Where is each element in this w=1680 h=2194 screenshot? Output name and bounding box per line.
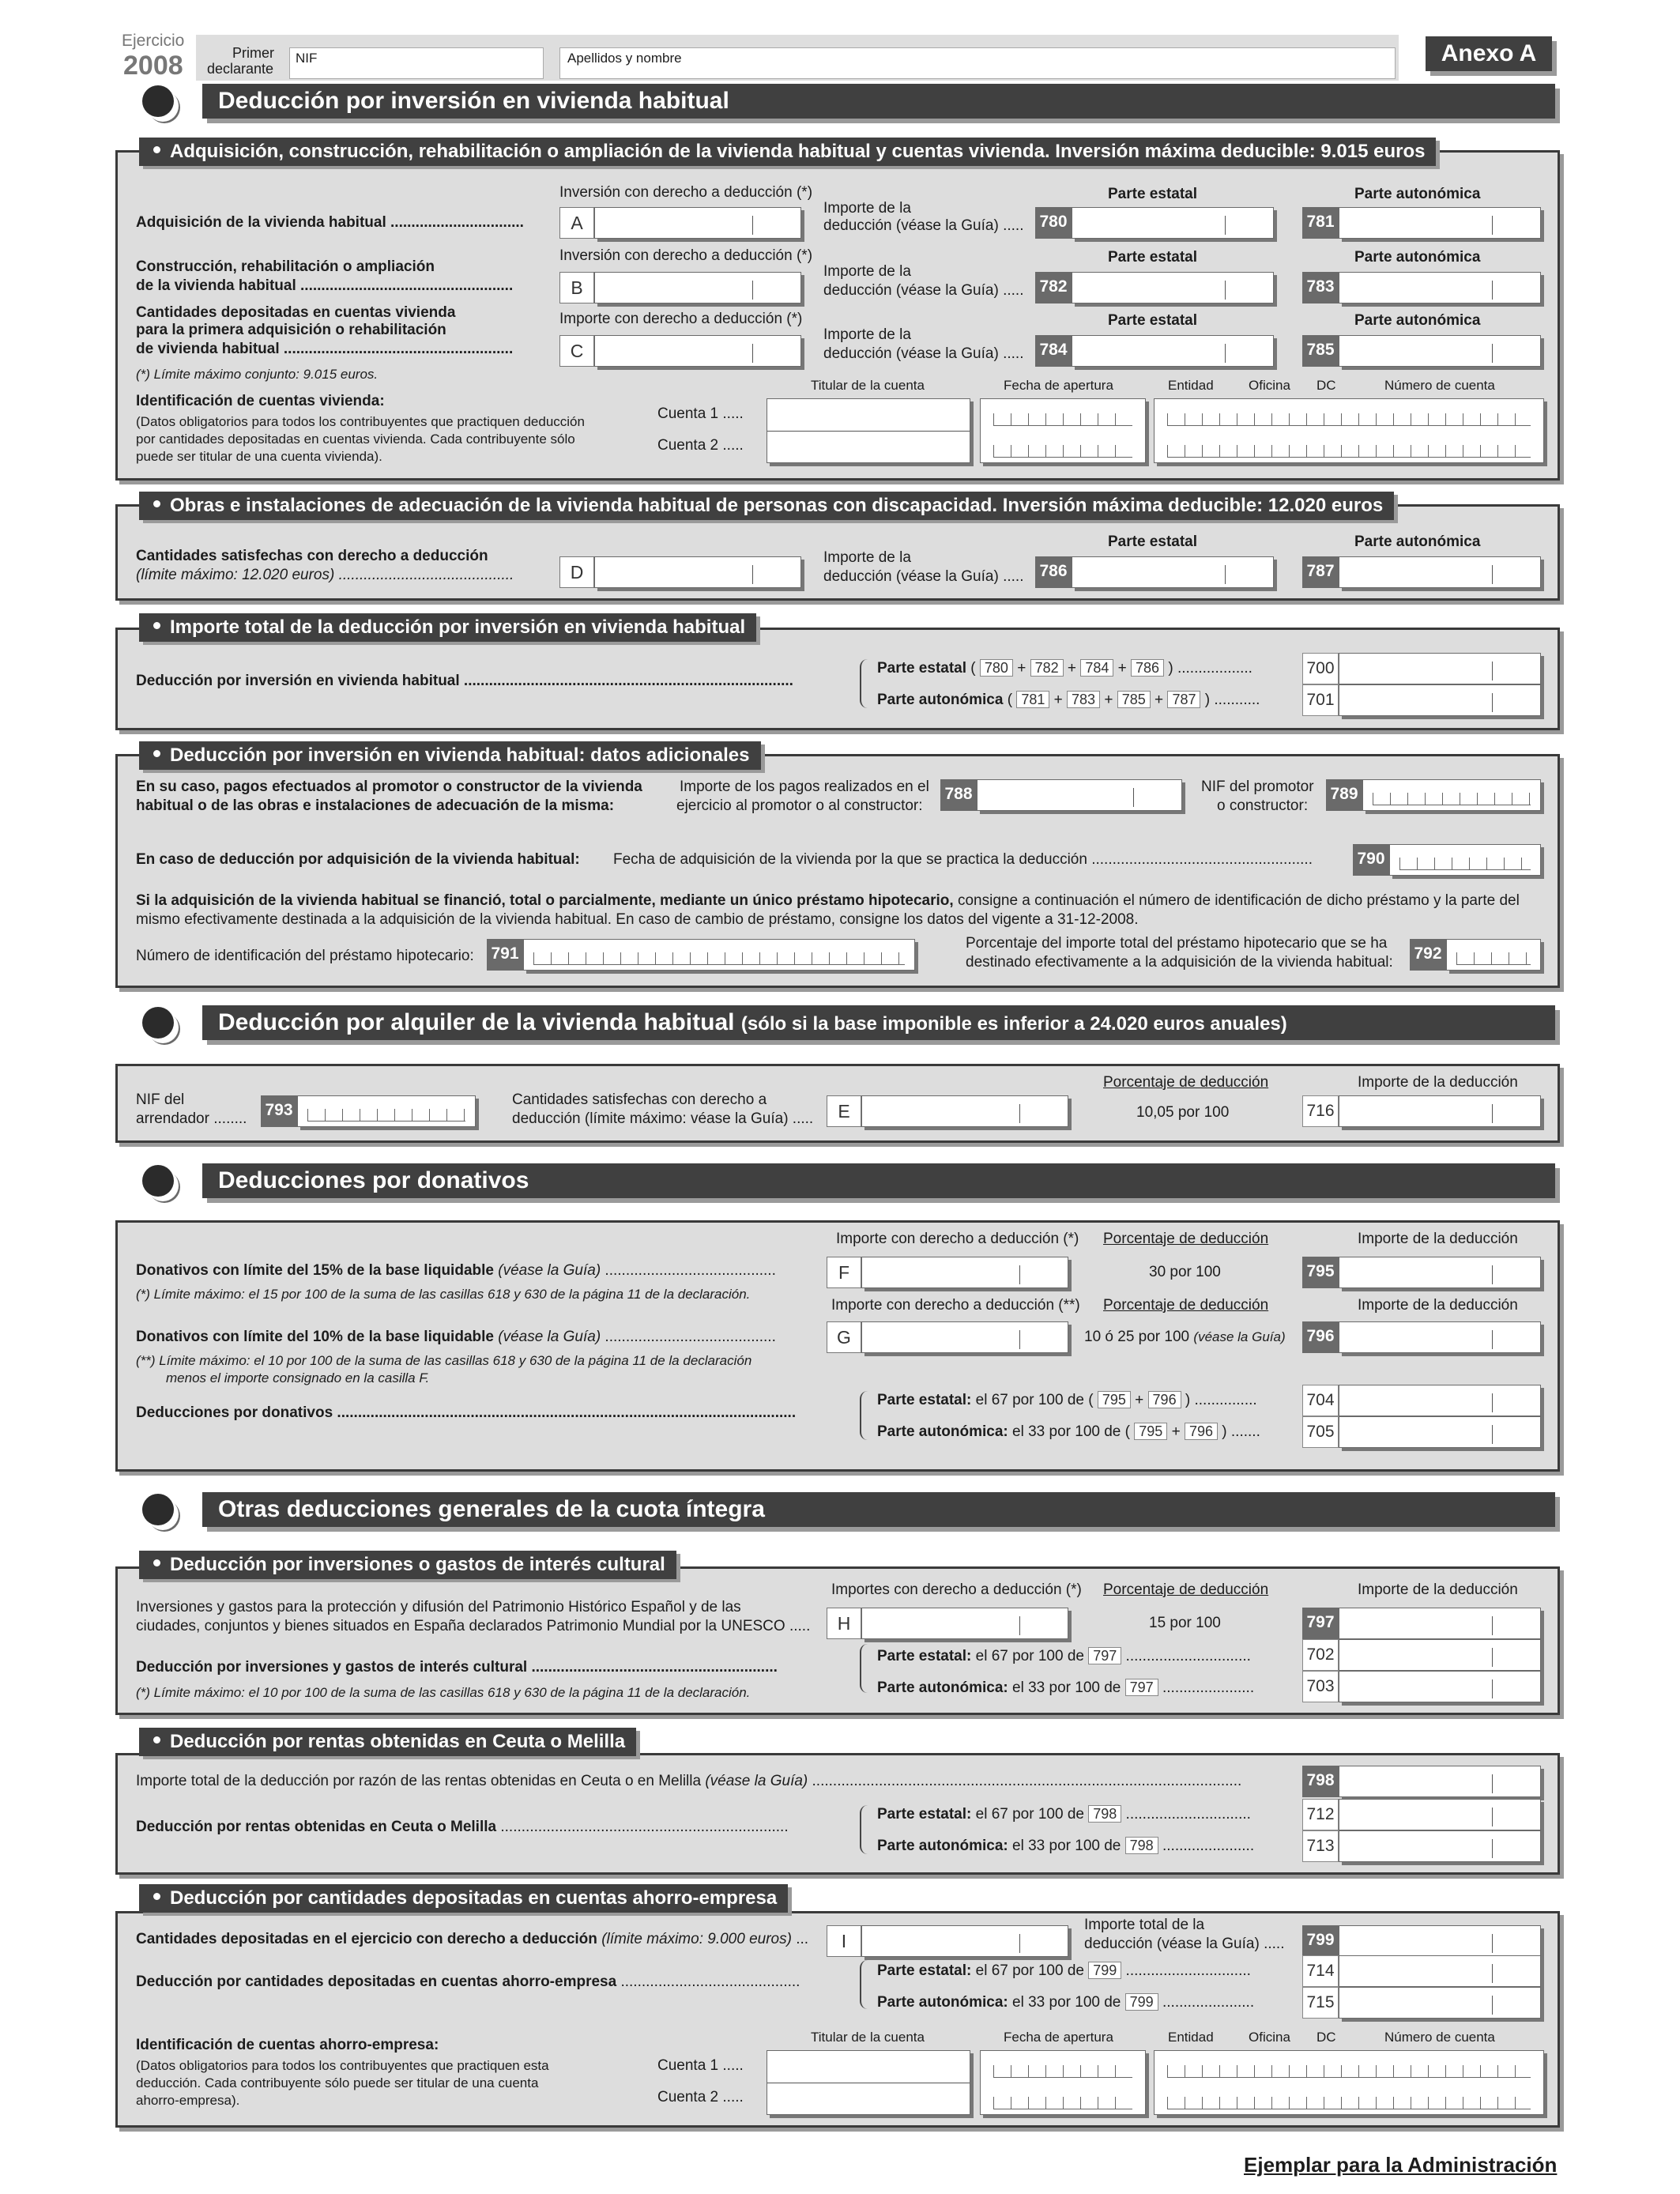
s3-h2: Importe con derecho a deducción (**) [831,1297,1080,1314]
box-715-code: 715 [1302,1987,1339,2019]
s1a-estatal-3: Parte estatal [1108,312,1198,329]
box-797-field[interactable] [1339,1608,1541,1639]
bullet-icon [153,1893,160,1900]
s4a-r1a: Inversiones y gastos para la protección y difusión del Patrimonio Histórico Español y de las [136,1599,741,1615]
s4a-est-line: Parte estatal: el 67 por 100 de 797 .............................. [877,1648,1251,1664]
section-bullet [142,85,174,117]
box-787-field[interactable] [1339,556,1541,588]
s4c-r1: Cantidades depositadas en el ejercicio con derecho a deducción (límite máximo: 9.000 euros) ... [136,1931,809,1947]
anexo-badge: Anexo A [1426,36,1552,71]
box-785-code: 785 [1302,335,1339,367]
box-781-field[interactable] [1339,207,1541,239]
box-786-field[interactable] [1072,556,1274,588]
s1b-row: Cantidades satisfechas con derecho a deducción [136,548,488,564]
s4c-aut-line: Parte autonómica: el 33 por 100 de 799 ...................... [877,1994,1255,2011]
s3-pct2: 10 ó 25 por 100 (véase la Guía) [1084,1329,1286,1345]
box-i-field[interactable] [861,1925,1068,1957]
col-entidad-2: Entidad [1168,2030,1214,2045]
s4c-id-n1: (Datos obligatorios para todos los contribuyentes que practiquen esta [136,2058,549,2073]
s1-title: Deducción por inversión en vivienda habitual [202,84,1555,119]
box-703-field[interactable] [1339,1671,1541,1702]
declarante-label-2: declarante [207,61,274,77]
s1c-autonomica-line: Parte autonómica ( 781 + 783 + 785 + 787 ) ........... [877,692,1260,708]
s1a-autonomica-3: Parte autonómica [1354,312,1481,329]
box-790-field[interactable] [1389,844,1541,876]
box-799-field[interactable] [1339,1925,1541,1957]
box-h-field[interactable] [861,1608,1068,1639]
box-704-code: 704 [1302,1385,1339,1416]
s4c-est-line: Parte estatal: el 67 por 100 de 799 .............................. [877,1962,1251,1979]
s1b-tab: Obras e instalaciones de adecuación de la vivienda habitual de personas con discapacidad. Inversión máxima deducible: 12.020 euros [139,492,1394,520]
box-701-code: 701 [1302,684,1339,716]
cuenta2-label: Cuenta 2 ..... [657,437,744,454]
s3-n1: (*) Límite máximo: el 15 por 100 de la suma de las casillas 618 y 630 de la página 11 de la declaración. [136,1287,751,1302]
box-702-code: 702 [1302,1639,1339,1671]
s4a-imp-label: Importe de la deducción [1358,1581,1518,1598]
box-784-code: 784 [1035,335,1072,367]
col-fecha-2: Fecha de apertura [1004,2030,1113,2045]
s1b-autonomica: Parte autonómica [1354,533,1481,550]
s1d-tab: Deducción por inversión en vivienda habitual: datos adicionales [139,741,761,770]
box-e-letter: E [827,1095,861,1127]
col-oficina: Oficina [1249,378,1290,393]
box-b-letter: B [559,272,594,303]
s2-pct: 10,05 por 100 [1136,1104,1230,1121]
cuenta-numero-field[interactable] [1154,398,1544,463]
ejercicio-label: Ejercicio [122,32,185,50]
nombre-label: Apellidos y nombre [567,51,682,66]
box-799-code: 799 [1302,1925,1339,1957]
col-titular: Titular de la cuenta [811,378,925,393]
box-d-letter: D [559,556,594,588]
box-716-code: 716 [1302,1095,1339,1127]
s3-pct1: 30 por 100 [1149,1264,1221,1280]
s3-n2a: (**) Límite máximo: el 10 por 100 de la suma de las casillas 618 y 630 de la página 11 de la declaración [136,1353,752,1368]
cuenta1-label: Cuenta 1 ..... [657,405,744,422]
s1b-estatal: Parte estatal [1108,533,1198,550]
declarante-label-1: Primer [232,45,274,61]
s4b-aut-line: Parte autonómica: el 33 por 100 de 798 ...................... [877,1838,1255,1854]
s4c-brace [860,1960,871,2009]
s4c-id-title: Identificación de cuentas ahorro-empresa: [136,2037,439,2053]
s1d-p2: En caso de deducción por adquisición de la vivienda habitual: [136,851,580,868]
s1a-row3b: para la primera adquisición o rehabilitación [136,322,446,338]
s3-title: Deducciones por donativos [202,1163,1555,1198]
s4b-est-line: Parte estatal: el 67 por 100 de 798 .............................. [877,1806,1251,1823]
s4-title: Otras deducciones generales de la cuota íntegra [202,1492,1555,1527]
s4b-r1: Importe total de la deducción por razón de las rentas obtenidas en Ceuta o en Melilla (véase la Guía) ....................................................................................................... [136,1773,1242,1789]
s2-title: Deducción por alquiler de la vivienda habitual (sólo si la base imponible es inferior a 24.020 euros anuales) [202,1005,1555,1040]
s1d-imp1: Importe de los pagos realizados en el [680,778,929,795]
s1a-importe-3a: Importe de la [823,326,911,343]
s3-imp-label-1: Importe de la deducción [1358,1231,1518,1247]
box-715-field[interactable] [1339,1987,1541,2019]
s4a-pct: 15 por 100 [1149,1615,1221,1631]
s1a-tab: Adquisición, construcción, rehabilitación o ampliación de la vivienda habitual y cuentas vivienda. Inversión máxima deducible: 9.015 euros [139,138,1436,166]
box-f-field[interactable] [861,1257,1068,1288]
box-d-field[interactable] [594,556,801,588]
s3-r1: Donativos con límite del 15% de la base liquidable (véase la Guía) ......................................... [136,1262,776,1279]
s1a-id-n1: (Datos obligatorios para todos los contribuyentes que practiquen deducción [136,414,585,429]
col-numero-2: Número de cuenta [1384,2030,1495,2045]
box-b-field[interactable] [594,272,801,303]
s1a-inv-label-b: Inversión con derecho a deducción (*) [559,247,813,264]
box-786-code: 786 [1035,556,1072,588]
s4c-id-n3: ahorro-empresa). [136,2093,240,2108]
box-g-field[interactable] [861,1321,1068,1353]
s1a-inv-label-a: Inversión con derecho a deducción (*) [559,184,813,201]
s4c-imp2: deducción (véase la Guía) ..... [1084,1936,1285,1952]
box-713-code: 713 [1302,1830,1339,1862]
nombre-field[interactable] [559,47,1396,79]
col-dc-2: DC [1317,2030,1336,2045]
box-703-code: 703 [1302,1671,1339,1702]
box-798-code: 798 [1302,1766,1339,1797]
col-titular-2: Titular de la cuenta [811,2030,925,2045]
s1a-row2a: Construcción, rehabilitación o ampliación [136,258,435,275]
box-c-field[interactable] [594,335,801,367]
box-788-field[interactable] [977,779,1182,811]
s1a-importe-3b: deducción (véase la Guía) ..... [823,345,1024,362]
box-791-code: 791 [487,939,523,971]
col-numero: Número de cuenta [1384,378,1495,393]
s4b-r2: Deducción por rentas obtenidas en Ceuta o Melilla ..................................................................... [136,1819,789,1835]
cuenta1-label-2: Cuenta 1 ..... [657,2057,744,2074]
s4c-r2: Deducción por cantidades depositadas en cuentas ahorro-empresa ........................................... [136,1973,800,1990]
box-712-field[interactable] [1339,1799,1541,1830]
s1c-estatal-line: Parte estatal ( 780 + 782 + 784 + 786 ) .................. [877,660,1252,677]
s3-pct-label-2: Porcentaje de deducción [1103,1297,1269,1314]
box-713-field[interactable] [1339,1830,1541,1862]
s3-aut-line: Parte autonómica: el 33 por 100 de ( 795 + 796 ) ....... [877,1423,1260,1440]
box-714-field[interactable] [1339,1955,1541,1987]
box-f-letter: F [827,1257,861,1288]
box-798-field[interactable] [1339,1766,1541,1797]
ahorro-fecha-field[interactable] [980,2050,1146,2115]
box-700-field[interactable] [1339,653,1541,684]
s1c-row: Deducción por inversión en vivienda habitual ............................................................................... [136,673,793,689]
s3-imp-label-2: Importe de la deducción [1358,1297,1518,1314]
s1a-row2b: de la vivienda habitual ................................................... [136,277,514,294]
col-oficina-2: Oficina [1249,2030,1290,2045]
box-789-field[interactable] [1362,779,1541,811]
s1b-row-sub: (límite máximo: 12.020 euros) .......................................... [136,567,514,583]
s4b-tab: Deducción por rentas obtenidas en Ceuta o Melilla [139,1728,636,1756]
s1b-importe-a: Importe de la [823,549,911,566]
box-795-field[interactable] [1339,1257,1541,1288]
box-782-field[interactable] [1072,272,1274,303]
s1d-p2b: Fecha de adquisición de la vivienda por la que se practica la deducción ..................................................... [613,851,1313,868]
s4c-id-n2: deducción. Cada contribuyente sólo puede ser titular de una cuenta [136,2075,539,2090]
s2-nif2: arrendador ........ [136,1110,247,1127]
s1a-row3a: Cantidades depositadas en cuentas vivienda [136,304,456,321]
nif-label: NIF [296,51,318,66]
s4a-r2: Deducción por inversiones y gastos de interés cultural ........................................................... [136,1659,778,1676]
s2-cant1: Cantidades satisfechas con derecho a [512,1091,767,1108]
footer-label: Ejemplar para la Administración [1244,2153,1558,2177]
s3-pct-label-1: Porcentaje de deducción [1103,1231,1269,1247]
box-793-code: 793 [261,1095,297,1127]
s4a-tab: Deducción por inversiones o gastos de interés cultural [139,1551,676,1579]
box-701-field[interactable] [1339,684,1541,716]
s2-pct-label: Porcentaje de deducción [1103,1074,1269,1091]
box-781-code: 781 [1302,207,1339,239]
s4a-aut-line: Parte autonómica: el 33 por 100 de 797 ...................... [877,1679,1255,1696]
s1a-row3c: de vivienda habitual ....................................................... [136,341,514,357]
box-784-field[interactable] [1072,335,1274,367]
s1a-autonomica-2: Parte autonómica [1354,249,1481,266]
s4c-imp1: Importe total de la [1084,1917,1205,1933]
bullet-icon [153,622,160,629]
s3-brace [860,1391,871,1440]
box-716-field[interactable] [1339,1095,1541,1127]
nif-field[interactable] [289,47,544,79]
s1a-note: (*) Límite máximo conjunto: 9.015 euros. [136,367,379,382]
s1a-id-title: Identificación de cuentas vivienda: [136,393,385,409]
box-705-code: 705 [1302,1416,1339,1448]
s1a-id-n3: puede ser titular de una cuenta vivienda). [136,449,382,464]
box-796-field[interactable] [1339,1321,1541,1353]
s1a-estatal-1: Parte estatal [1108,186,1198,202]
section-bullet [142,1007,174,1039]
s1c-brace [860,659,871,708]
s4c-tab: Deducción por cantidades depositadas en cuentas ahorro-empresa [139,1884,788,1913]
s1c-tab: Importe total de la deducción por inversión en vivienda habitual [139,613,756,642]
ahorro-titular-field[interactable] [767,2050,970,2115]
s1d-nif2: o constructor: [1217,797,1309,814]
box-783-code: 783 [1302,272,1339,303]
s4b-brace [860,1805,871,1854]
s1a-importe-1b: deducción (véase la Guía) ..... [823,217,1024,234]
s1b-importe-b: deducción (véase la Guía) ..... [823,568,1024,585]
bullet-icon [153,500,160,507]
s1a-autonomica-1: Parte autonómica [1354,186,1481,202]
box-705-field[interactable] [1339,1416,1541,1448]
box-796-code: 796 [1302,1321,1339,1353]
s1a-importe-2a: Importe de la [823,263,911,280]
s3-n2b: menos el importe consignado en la casilla F. [166,1370,430,1385]
s1a-importe-2b: deducción (véase la Guía) ..... [823,282,1024,299]
box-787-code: 787 [1302,556,1339,588]
box-789-code: 789 [1326,779,1362,811]
s1d-p1a: En su caso, pagos efectuados al promotor o constructor de la vivienda [136,778,642,795]
s1a-id-n2: por cantidades depositadas en cuentas vivienda. Cada contribuyente sólo [136,432,575,447]
box-714-code: 714 [1302,1955,1339,1987]
box-780-code: 780 [1035,207,1072,239]
s2-cant2: deducción (límite máximo: véase la Guía) ..... [512,1110,814,1127]
s1d-nif1: NIF del promotor [1201,778,1314,795]
section-bullet [142,1165,174,1197]
box-e-field[interactable] [861,1095,1068,1127]
s2-nif1: NIF del [136,1091,185,1108]
s1a-estatal-2: Parte estatal [1108,249,1198,266]
s1d-p3: Si la adquisición de la vivienda habitual se financió, total o parcialmente, mediante un único préstamo hipotecario, consigne a continuación el número de identificación de dicho préstamo y la parte del [136,892,1520,909]
box-783-field[interactable] [1339,272,1541,303]
col-entidad: Entidad [1168,378,1214,393]
box-a-letter: A [559,207,594,239]
col-fecha: Fecha de apertura [1004,378,1113,393]
box-700-code: 700 [1302,653,1339,684]
cuenta-titular-field[interactable] [767,398,970,463]
box-a-field[interactable] [594,207,801,239]
section-bullet [142,1494,174,1525]
s3-r2: Donativos con límite del 10% de la base liquidable (véase la Guía) ......................................... [136,1329,776,1345]
s1d-imp2: ejercicio al promotor o al constructor: [676,797,923,814]
s4a-r1b: ciudades, conjuntos y bienes situados en España declarados Patrimonio Mundial por la UNESCO ..... [136,1618,811,1634]
bullet-icon [153,1736,160,1744]
s1a-row1: Adquisición de la vivienda habitual ................................ [136,214,524,231]
box-780-field[interactable] [1072,207,1274,239]
box-785-field[interactable] [1339,335,1541,367]
bullet-icon [153,1559,160,1566]
box-792-field[interactable] [1446,939,1541,971]
s4a-pct-label: Porcentaje de deducción [1103,1581,1269,1598]
box-g-letter: G [827,1321,861,1353]
s1d-num: Número de identificación del préstamo hipotecario: [136,948,474,964]
s4a-h1: Importes con derecho a deducción (*) [831,1581,1082,1598]
box-797-code: 797 [1302,1608,1339,1639]
col-dc: DC [1317,378,1336,393]
s4a-n: (*) Límite máximo: el 10 por 100 de la suma de las casillas 618 y 630 de la página 11 de la declaración. [136,1685,751,1700]
box-704-field[interactable] [1339,1385,1541,1416]
box-788-code: 788 [940,779,977,811]
box-h-letter: H [827,1608,861,1639]
box-712-code: 712 [1302,1799,1339,1830]
box-c-letter: C [559,335,594,367]
box-702-field[interactable] [1339,1639,1541,1671]
box-790-code: 790 [1353,844,1389,876]
box-795-code: 795 [1302,1257,1339,1288]
cuenta-fecha-field[interactable] [980,398,1146,463]
s1a-imp-label-c: Importe con derecho a deducción (*) [559,311,803,327]
s1a-importe-1a: Importe de la [823,200,911,217]
bullet-icon [153,146,160,153]
s3-est-line: Parte estatal: el 67 por 100 de ( 795 + 796 ) ............... [877,1392,1257,1408]
bullet-icon [153,750,160,757]
s1d-p1b: habitual o de las obras e instalaciones de adecuación de la misma: [136,797,615,814]
ahorro-numero-field[interactable] [1154,2050,1544,2115]
cuenta2-label-2: Cuenta 2 ..... [657,2089,744,2105]
s3-h1: Importe con derecho a deducción (*) [836,1231,1079,1247]
s1d-p3c: mismo efectivamente destinada a la adquisición de la vivienda habitual. En caso de cambio de préstamo, consigne los datos del vigente a 31-12-2008. [136,911,1139,928]
box-791-field[interactable] [523,939,915,971]
box-792-code: 792 [1410,939,1446,971]
box-782-code: 782 [1035,272,1072,303]
s3-r3: Deducciones por donativos .............................................................................................................. [136,1404,797,1421]
s4a-brace [860,1644,871,1693]
s2-imp-label: Importe de la deducción [1358,1074,1518,1091]
box-793-field[interactable] [297,1095,476,1127]
year: 2008 [123,51,183,81]
box-i-letter: I [827,1925,861,1957]
s1d-pct2: destinado efectivamente a la adquisición de la vivienda habitual: [966,954,1393,971]
s1d-pct1: Porcentaje del importe total del préstamo hipotecario que se ha [966,935,1388,952]
